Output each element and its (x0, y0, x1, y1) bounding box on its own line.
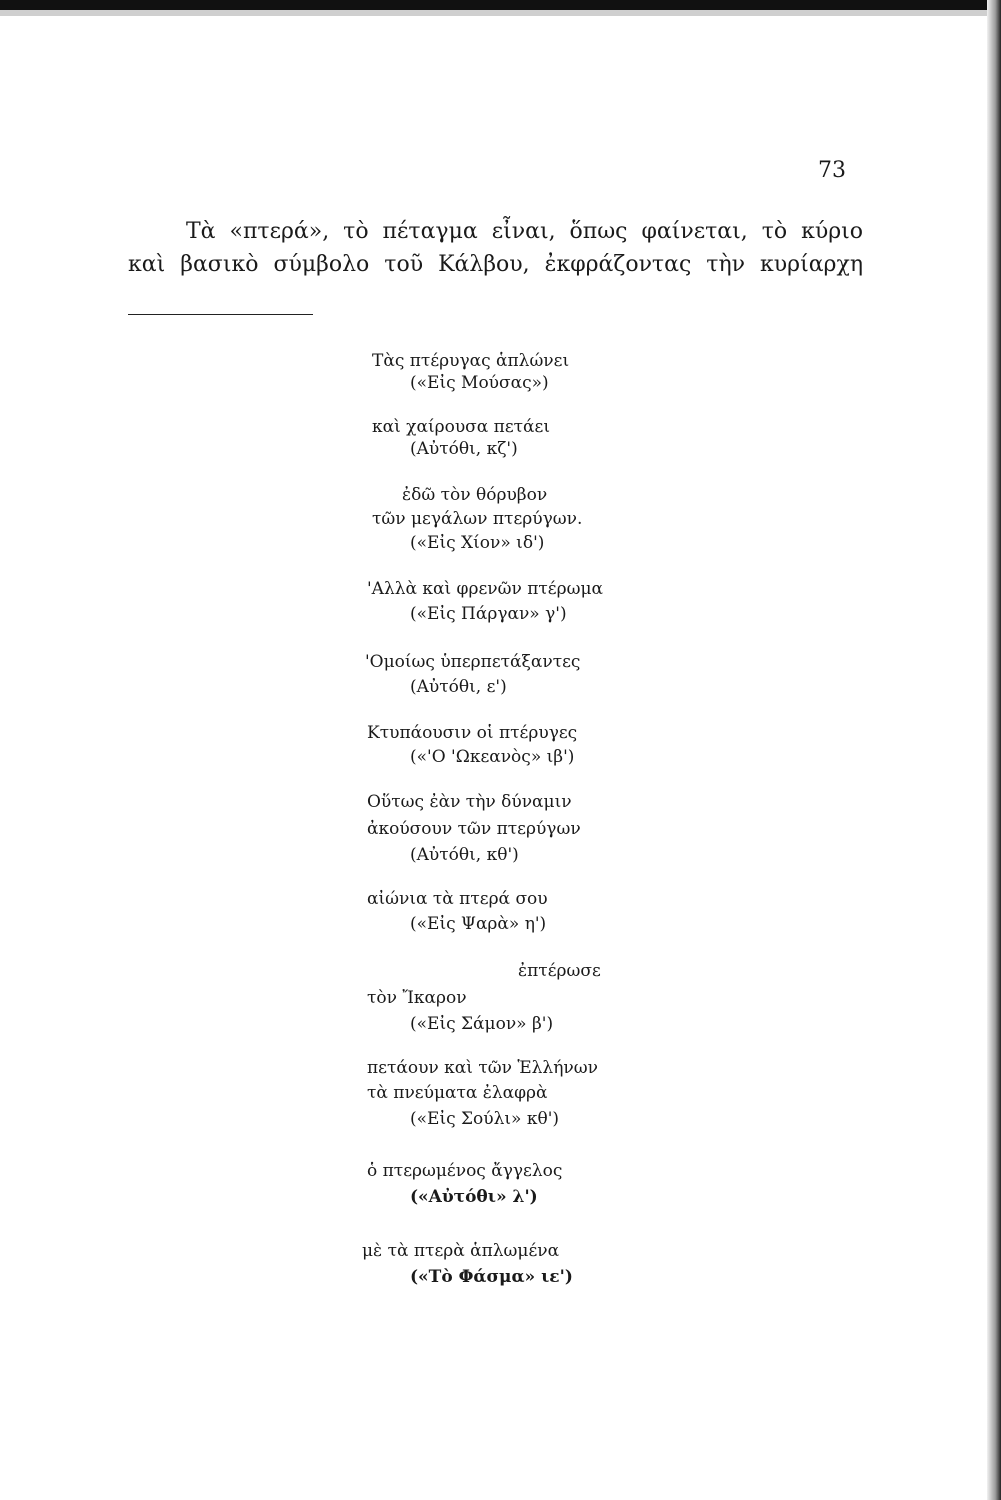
source-citation: (Αὐτόθι, κθ') (410, 845, 519, 865)
verse-line: μὲ τὰ πτερὰ ἁπλωμένα (362, 1241, 560, 1261)
verse-line: ὁ πτερωμένος ἄγγελος (367, 1161, 563, 1181)
page-number: 73 (818, 158, 846, 183)
source-citation: («Τὸ Φάσμα» ιε') (410, 1267, 573, 1287)
verse-line: Κτυπάουσιν οἱ πτέρυγες (367, 723, 578, 743)
verse-line: τῶν μεγάλων πτερύγων. (372, 509, 583, 529)
source-citation: («Αὐτόθι» λ') (410, 1187, 538, 1207)
source-citation: («Εἰς Χίον» ιδ') (410, 533, 545, 553)
source-citation: («Εἰς Σάμον» β') (410, 1014, 554, 1034)
scan-border-top (0, 0, 1001, 10)
verse-line: αἰώνια τὰ πτερά σου (367, 889, 548, 909)
intro-paragraph (128, 215, 863, 281)
verse-line: Οὕτως ἐὰν τὴν δύναμιν (367, 792, 572, 812)
intro-line: καὶ βασικὸ σύμβολο τοῦ Κάλβου, ἐκφράζοντας τὴν κυρίαρχη (128, 252, 863, 277)
source-citation: («Εἰς Ψαρὰ» η') (410, 914, 547, 934)
verse-line: Τὰς πτέρυγας ἁπλώνει (372, 351, 570, 371)
scan-border-top-shade (0, 10, 1001, 16)
verse-line: τὰ πνεύματα ἐλαφρὰ (367, 1083, 548, 1103)
source-citation: («'Ο 'Ωκεανὸς» ιβ') (410, 747, 575, 767)
source-citation: (Αὐτόθι, ε') (410, 677, 507, 697)
verse-line: 'Ομοίως ὑπερπετάξαντες (365, 652, 581, 672)
source-citation: («Εἰς Μούσας») (410, 373, 549, 393)
footnote-rule (128, 314, 313, 315)
source-citation: (Αὐτόθι, κζ') (410, 439, 518, 459)
source-citation: («Εἰς Πάργαν» γ') (410, 604, 567, 624)
verse-line: πετάουν καὶ τῶν Ἑλλήνων (367, 1058, 598, 1078)
scan-border-right (987, 0, 1001, 1500)
source-citation: («Εἰς Σούλι» κθ') (410, 1109, 560, 1129)
verse-line: 'Αλλὰ καὶ φρενῶν πτέρωμα (367, 579, 603, 599)
verse-line: ἀκούσουν τῶν πτερύγων (367, 819, 581, 839)
verse-line: ἐπτέρωσε (518, 961, 601, 981)
verse-line: καὶ χαίρουσα πετάει (372, 417, 551, 437)
verse-line: τὸν Ἴκαρον (367, 988, 467, 1008)
verse-line: ἐδῶ τὸν θόρυβον (402, 485, 548, 505)
intro-line: Τὰ «πτερά», τὸ πέταγμα εἶναι, ὅπως φαίνεται, τὸ κύριο (186, 219, 863, 244)
